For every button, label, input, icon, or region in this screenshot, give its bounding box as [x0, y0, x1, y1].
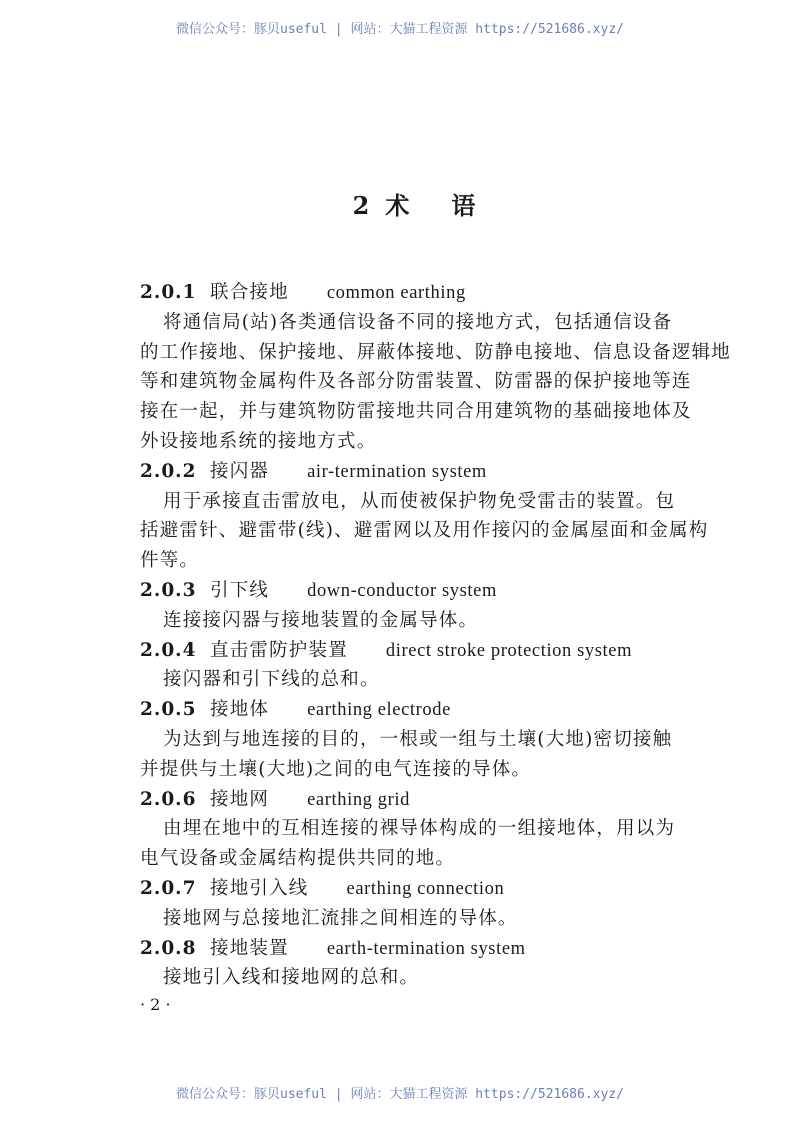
chapter-number: 2 — [352, 191, 372, 220]
definition-line: 电气设备或金属结构提供共同的地。 — [140, 848, 456, 870]
term-heading — [140, 278, 670, 308]
definition-line: 外设接地系统的接地方式。 — [140, 430, 377, 452]
term-english: earthing connection — [346, 878, 505, 899]
definition-line: 接闪器和引下线的总和。 — [163, 669, 380, 691]
term-chinese: 接地网 — [210, 788, 270, 810]
definition-line: 将通信局(站)各类通信设备不同的接地方式，包括通信设备 — [163, 311, 673, 333]
definition-line: 的工作接地、保护接地、屏蔽体接地、防静电接地、信息设备逻辑地 — [140, 341, 732, 363]
watermark-footer: 微信公众号：豚贝useful | 网站：大猫工程资源 https://521686.xyz/ — [176, 1087, 624, 1102]
definition-line: 接地网与总接地汇流排之间相连的导体。 — [163, 907, 518, 929]
term-chinese: 直击雷防护装置 — [210, 639, 348, 661]
term-english: air-termination system — [307, 461, 487, 482]
term-number: 2.0.7 — [140, 877, 197, 899]
term-english: earth-termination system — [326, 938, 526, 959]
term-chinese: 接闪器 — [210, 460, 270, 482]
term-number: 2.0.5 — [140, 699, 197, 721]
term-number: 2.0.3 — [140, 579, 197, 601]
definition-line: 接地引入线和接地网的总和。 — [163, 967, 420, 989]
definition-line: 由埋在地中的互相连接的裸导体构成的一组接地体，用以为 — [163, 818, 676, 840]
term-english: common earthing — [326, 283, 466, 303]
term-chinese: 接地引入线 — [210, 877, 309, 899]
term-chinese: 接地体 — [210, 699, 270, 721]
definition-line: 为达到与地连接的目的，一根或一组与土壤(大地)密切接触 — [163, 728, 673, 750]
page-number: · 2 · — [140, 995, 171, 1014]
term-heading — [140, 785, 670, 815]
chapter-title-b: 语 — [451, 191, 478, 220]
term-chinese: 引下线 — [210, 579, 270, 601]
definition-line: 等和建筑物金属构件及各部分防雷装置、防雷器的保护接地等连 — [140, 371, 692, 393]
term-heading — [140, 636, 670, 666]
term-english: earthing grid — [307, 789, 410, 810]
term-english: earthing electrode — [307, 700, 451, 721]
term-chinese: 接地装置 — [210, 937, 289, 959]
term-heading — [140, 695, 670, 725]
term-number: 2.0.6 — [140, 788, 197, 810]
term-number: 2.0.2 — [140, 460, 197, 482]
term-english: direct stroke protection system — [385, 640, 633, 661]
definition-line: 件等。 — [140, 550, 200, 572]
term-chinese: 联合接地 — [210, 282, 289, 303]
term-heading — [140, 576, 670, 606]
term-number: 2.0.1 — [140, 282, 197, 303]
watermark-header: 微信公众号：豚贝useful | 网站：大猫工程资源 https://521686.xyz/ — [176, 22, 624, 37]
term-heading — [140, 874, 670, 904]
term-number: 2.0.4 — [140, 639, 197, 661]
definition-line: 接在一起，并与建筑物防雷接地共同合用建筑物的基础接地体及 — [140, 401, 692, 423]
terms-list — [140, 278, 732, 993]
term-heading — [140, 457, 670, 487]
term-heading — [140, 934, 670, 964]
term-number: 2.0.8 — [140, 937, 197, 959]
term-english: down-conductor system — [307, 580, 497, 601]
definition-line: 连接接闪器与接地装置的金属导体。 — [163, 609, 479, 631]
chapter-title-a: 术 — [385, 191, 412, 220]
definition-line: 用于承接直击雷放电，从而使被保护物免受雷击的装置。包 — [163, 490, 676, 512]
definition-line: 括避雷针、避雷带(线)、避雷网以及用作接闪的金属屋面和金属构 — [140, 520, 709, 542]
chapter-title — [0, 186, 800, 221]
definition-line: 并提供与土壤(大地)之间的电气连接的导体。 — [140, 758, 532, 780]
